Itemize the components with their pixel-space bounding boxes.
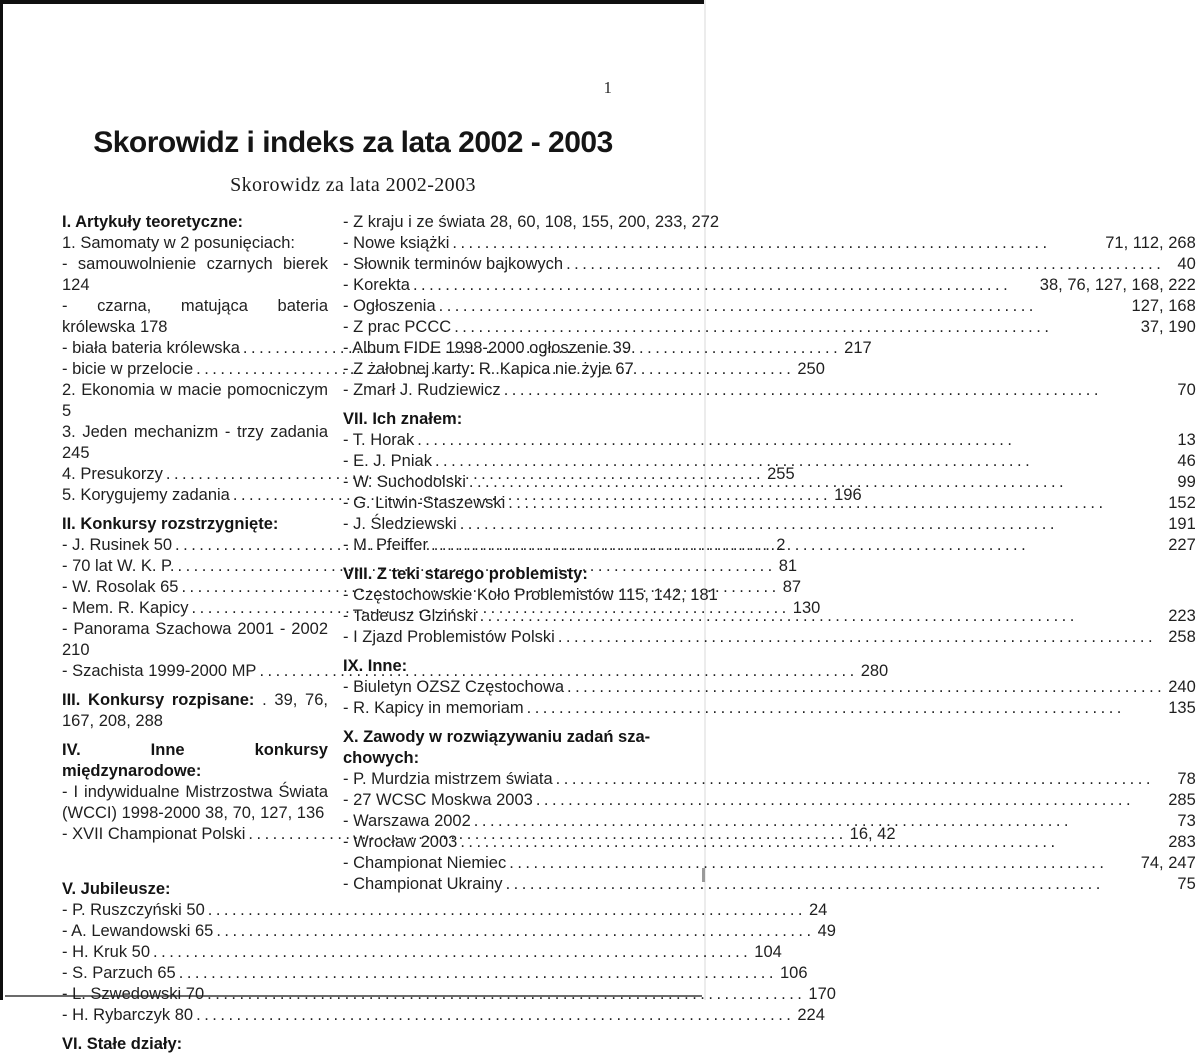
entry-label: - Wrocław 2003: [343, 833, 458, 851]
index-entry: - Z kraju i ze świata 28, 60, 108, 155, 200, 233, 272: [343, 213, 720, 231]
index-entry: [343, 627, 1196, 648]
dot-leader: [469, 472, 1175, 493]
entry-pages: 135: [1168, 699, 1196, 717]
entry-pages: 217: [844, 339, 872, 357]
section-heading-text: VII. Ich znałem:: [343, 410, 463, 428]
dot-leader: [435, 451, 1174, 472]
section-heading: [343, 409, 1196, 430]
page-title: Skorowidz i indeks za lata 2002 - 2003: [93, 126, 613, 160]
dot-leader: [452, 233, 1102, 254]
section-heading-text: VI. Stałe działy:: [62, 1035, 183, 1053]
entry-label: - 70 lat W. K. P.: [62, 557, 175, 575]
entry-pages: 250: [797, 360, 825, 378]
dot-leader: [417, 430, 1174, 451]
entry-label: - E. J. Pniak: [343, 452, 432, 470]
entry-label: - Championat Niemiec: [343, 854, 507, 872]
entry-pages: 70: [1177, 381, 1196, 399]
index-entry: [343, 677, 1196, 698]
entry-pages: 13: [1177, 431, 1196, 449]
dot-leader: [566, 254, 1174, 275]
entry-pages: 78: [1177, 770, 1196, 788]
index-entry: [62, 1005, 825, 1026]
entry-label: - L. Szwedowski 70: [62, 985, 205, 1003]
index-entry: - czarna, matująca bateria królewska 178: [62, 297, 328, 336]
section-heading-text: IV. Inne konkursy międzynarodowe:: [62, 741, 328, 780]
entry-label: - M. Pfeiffer: [343, 536, 428, 554]
entry-pages: 40: [1177, 255, 1196, 273]
entry-pages: 87: [782, 578, 802, 596]
entry-label: - W. Rosolak 65: [62, 578, 179, 596]
index-columns: [62, 212, 1196, 1055]
entry-pages: 38, 76, 127, 168, 222: [1039, 276, 1196, 294]
dot-leader: [454, 317, 1138, 338]
index-entry: [343, 832, 1196, 853]
dot-leader: [439, 296, 1129, 317]
entry-label: - R. Kapicy in memoriam: [343, 699, 524, 717]
entry-pages: 2: [776, 536, 786, 554]
index-entry: [343, 233, 1196, 254]
entry-label: - Słownik terminów bajkowych: [343, 255, 564, 273]
entry-label: - Warszawa 2002: [343, 812, 471, 830]
entry-pages: 74, 247: [1140, 854, 1196, 872]
entry-label: - I Zjazd Problemistów Polski: [343, 628, 555, 646]
entry-label: - G. Litwin-Staszewski: [343, 494, 506, 512]
entry-label: - S. Parzuch 65: [62, 964, 176, 982]
section-heading: [343, 656, 1196, 677]
dot-leader: [460, 514, 1166, 535]
index-entry: [343, 275, 1196, 296]
index-entry: [343, 472, 1196, 493]
section-heading: [343, 727, 1196, 769]
entry-label: - bicie w przelocie: [62, 360, 194, 378]
index-entry: [343, 493, 1196, 514]
entry-pages: 170: [808, 985, 836, 1003]
index-entry: - Panorama Szachowa 2001 - 2002 210: [62, 620, 328, 659]
dot-leader: [504, 380, 1175, 401]
entry-label: - biała bateria królewska: [62, 339, 240, 357]
entry-pages: 240: [1168, 678, 1196, 696]
index-column-right: [334, 212, 1196, 1055]
index-entry: - I indywidualne Mistrzostwa Świata (WCCI) 1998-2000 38, 70, 127, 136: [62, 783, 328, 822]
entry-pages: 196: [834, 486, 862, 504]
entry-pages: 283: [1168, 833, 1196, 851]
entry-label: - Z prac PCCC: [343, 318, 452, 336]
index-entry: [343, 296, 1196, 317]
dot-leader: [413, 275, 1037, 296]
entry-label: - Nowe książki: [343, 234, 450, 252]
dot-leader: [508, 493, 1165, 514]
page-subtitle: Skorowidz za lata 2002-2003: [230, 174, 476, 196]
section-heading-text: X. Zawody w rozwiązywaniu zadań sza-: [343, 728, 651, 746]
dot-leader: [460, 832, 1165, 853]
section-heading-pages: . 39, 76, 167, 208, 288: [62, 691, 328, 730]
entry-pages: 71, 112, 268: [1105, 234, 1196, 252]
section-heading-text: III. Konkursy rozpisane:: [62, 691, 255, 709]
entry-pages: 99: [1177, 473, 1196, 491]
entry-label: - A. Lewandowski 65: [62, 922, 214, 940]
entry-label: - W. Suchodolski: [343, 473, 466, 491]
index-section: [343, 409, 1196, 556]
entry-pages: 104: [754, 943, 782, 961]
section-heading-text: II. Konkursy rozstrzygnięte:: [62, 515, 279, 533]
entry-label: - Zmarł J. Rudziewicz: [343, 381, 501, 399]
entry-pages: 127, 168: [1131, 297, 1196, 315]
index-entry: 3. Jeden mechanizm - trzy zadania 245: [62, 423, 328, 462]
dot-leader: [509, 853, 1137, 874]
entry-pages: 191: [1168, 515, 1196, 533]
index-section: [343, 727, 1196, 895]
index-section: [343, 656, 1196, 719]
entry-label: - H. Kruk 50: [62, 943, 151, 961]
index-section: [343, 564, 1196, 648]
index-entry: [343, 430, 1196, 451]
index-entry: [343, 769, 1196, 790]
entry-pages: 37, 190: [1140, 318, 1196, 336]
section-heading: [62, 514, 328, 535]
index-entry: 2. Ekonomia w macie pomocniczym 5: [62, 381, 328, 420]
entry-label: - Szachista 1999-2000 MP: [62, 662, 257, 680]
index-section: [62, 690, 328, 732]
dot-leader: [506, 874, 1175, 895]
section-heading: [62, 740, 328, 782]
section-heading: [62, 690, 328, 732]
index-entry: [343, 811, 1196, 832]
entry-label: - Tadeusz Glziński: [343, 607, 477, 625]
page-number: 1: [603, 78, 612, 97]
entry-pages: 227: [1168, 536, 1196, 554]
entry-label: - Ogłoszenia: [343, 297, 436, 315]
section-heading: [62, 1034, 328, 1055]
dot-leader: [536, 790, 1165, 811]
entry-label: - P. Ruszczyński 50: [62, 901, 205, 919]
entry-label: - Biuletyn OZSZ Częstochowa: [343, 678, 564, 696]
entry-label: - H. Rybarczyk 80: [62, 1006, 194, 1024]
scan-edge-top: [0, 0, 706, 4]
index-entry: [343, 514, 1196, 535]
index-entry: [343, 790, 1196, 811]
index-entry: [343, 698, 1196, 719]
entry-pages: 130: [792, 599, 821, 617]
index-entry: [343, 874, 1196, 895]
index-entry: 1. Samomaty w 2 posunięciach:: [62, 234, 295, 252]
dot-leader: [431, 535, 1165, 556]
dot-leader: [480, 606, 1166, 627]
entry-label: - J. Śledziewski: [343, 515, 457, 533]
entry-label: - Korekta: [343, 276, 410, 294]
section-heading: [343, 564, 1196, 585]
entry-pages: 106: [779, 964, 808, 982]
section-heading-text: IX. Inne:: [343, 657, 408, 675]
index-entry: [343, 853, 1196, 874]
index-entry: - Album FIDE 1998-2000 ogłoszenie 39: [343, 339, 632, 357]
entry-pages: 16, 42: [849, 825, 896, 843]
entry-pages: 280: [860, 662, 889, 680]
index-section: [343, 212, 1196, 401]
entry-pages: 224: [797, 1006, 825, 1024]
entry-label: 5. Korygujemy zadania: [62, 486, 230, 504]
dot-leader: [556, 769, 1175, 790]
index-entry: - Z żałobnej karty: R. Kapica nie żyje 67: [343, 360, 634, 378]
index-entry: [62, 921, 836, 942]
index-entry: [343, 380, 1196, 401]
entry-pages: 285: [1168, 791, 1196, 809]
entry-pages: 73: [1177, 812, 1196, 830]
entry-pages: 46: [1177, 452, 1196, 470]
entry-pages: 81: [778, 557, 798, 575]
index-entry: [62, 963, 808, 984]
entry-label: - Mem. R. Kapicy: [62, 599, 189, 617]
dot-leader: [567, 677, 1165, 698]
index-entry: [343, 254, 1196, 275]
entry-label: - T. Horak: [343, 431, 415, 449]
entry-label: 4. Presukorzy: [62, 465, 163, 483]
index-entry: [62, 900, 828, 921]
section-heading-text: V. Jubileusze:: [62, 880, 171, 898]
section-heading-text: VIII. Z teki starego problemisty:: [343, 565, 588, 583]
index-entry: - Częstochowskie Koło Problemistów 115, 142, 181: [343, 586, 718, 604]
dot-leader: [527, 698, 1166, 719]
index-entry: [62, 984, 836, 1005]
index-entry: [62, 942, 782, 963]
entry-pages: 75: [1177, 875, 1196, 893]
section-heading: [62, 212, 328, 233]
index-entry: [343, 451, 1196, 472]
entry-label: - 27 WCSC Moskwa 2003: [343, 791, 533, 809]
section-heading-text: I. Artykuły teoretyczne:: [62, 213, 243, 231]
entry-pages: 49: [817, 922, 836, 940]
index-section: [62, 1034, 328, 1055]
dot-leader: [474, 811, 1175, 832]
entry-pages: 152: [1168, 494, 1196, 512]
entry-pages: 258: [1168, 628, 1196, 646]
entry-pages: 255: [767, 465, 795, 483]
index-entry: - samouwolnienie czarnych bierek 124: [62, 255, 328, 294]
dot-leader: [558, 627, 1165, 648]
entry-label: - J. Rusinek 50: [62, 536, 173, 554]
entry-label: - P. Murdzia mistrzem świata: [343, 770, 553, 788]
entry-pages: 223: [1168, 607, 1196, 625]
scan-edge-left: [0, 0, 3, 1000]
section-heading-text: chowych:: [343, 749, 420, 767]
index-entry: [343, 317, 1196, 338]
index-entry: [343, 606, 1196, 627]
index-entry: [343, 535, 1196, 556]
entry-label: - Championat Ukrainy: [343, 875, 503, 893]
entry-pages: 24: [808, 901, 828, 919]
entry-label: - XVII Championat Polski: [62, 825, 246, 843]
section-heading: [62, 879, 328, 900]
